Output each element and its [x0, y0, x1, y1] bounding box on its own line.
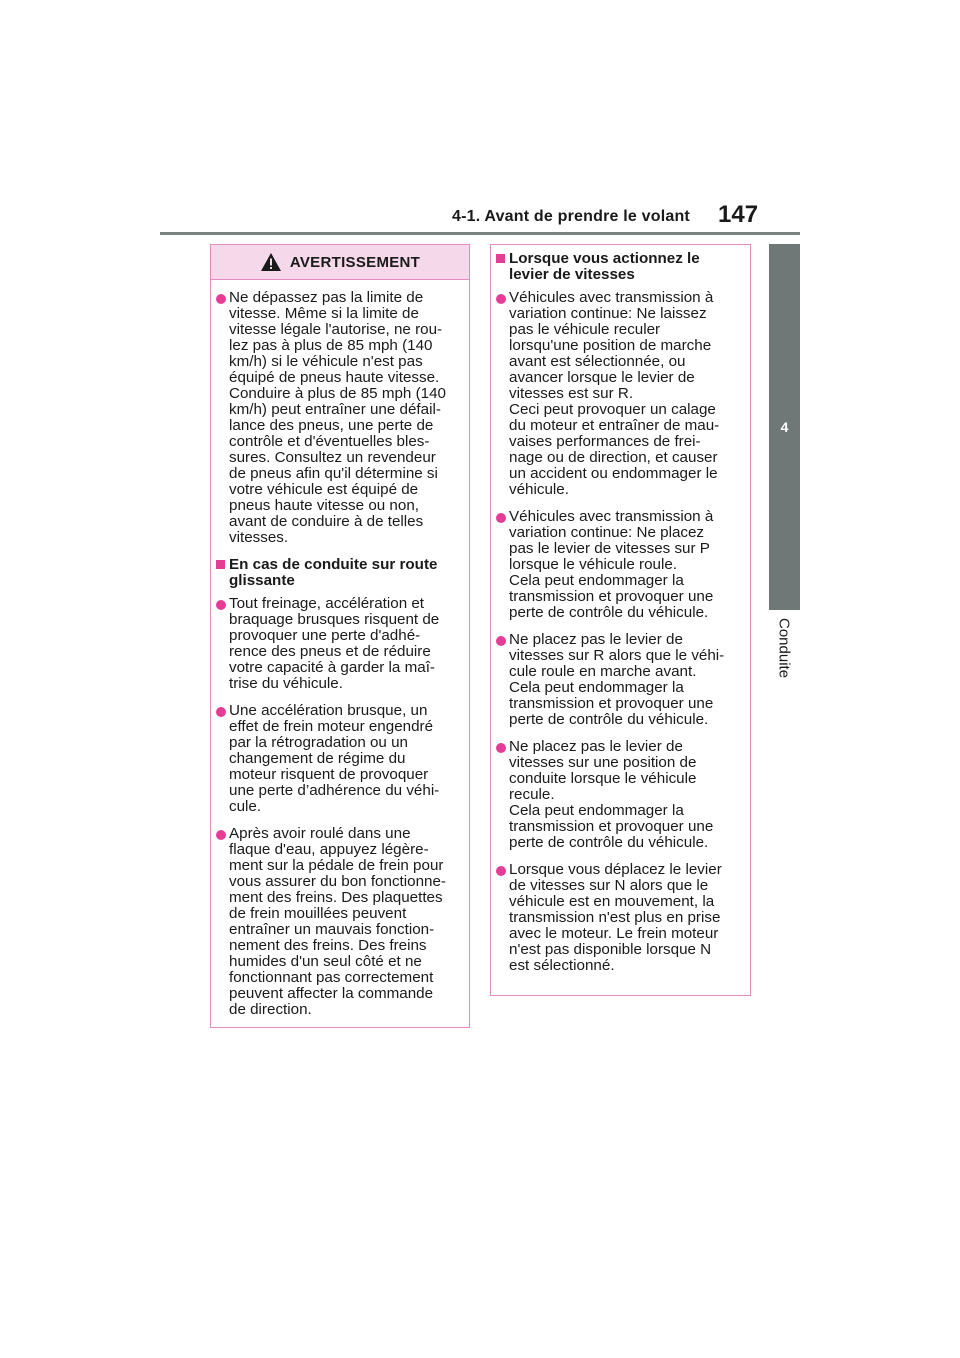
item-text: Ne placez pas le levier de vitesses sur une position de conduite lorsque le véhicule recule. Cela peut endommager la transmission et provoquer une perte de contrôle du véhicule.	[509, 738, 714, 851]
circle-bullet-icon	[496, 743, 506, 753]
list-item	[496, 290, 742, 498]
item-text: Véhicules avec transmission à variation continue: Ne placez pas le levier de vitesses sur P lorsque le véhicule roule. Cela peut endommager la transmission et provoquer une perte de contrôle du véhicule.	[509, 508, 714, 621]
square-bullet-icon	[216, 560, 225, 569]
item-text: En cas de conduite sur route glissante	[229, 556, 438, 589]
list-item	[216, 826, 461, 1018]
list-item	[496, 739, 742, 851]
info-content	[491, 245, 750, 974]
header-divider	[160, 232, 800, 235]
chapter-tab	[769, 244, 800, 610]
item-text: Lorsque vous déplacez le levier de vitesses sur N alors que le véhicule est en mouvement, la transmission n'est plus en prise avec le moteur. Le frein moteur n'est pas disponible lorsque N est sélectionné.	[509, 861, 722, 974]
circle-bullet-icon	[216, 707, 226, 717]
section-title: 4-1. Avant de prendre le volant	[452, 208, 690, 225]
list-item	[496, 632, 742, 728]
item-text: Une accélération brusque, un effet de frein moteur engendré par la rétrogradation ou un changement de régime du moteur risquent de provoquer une perte d’adhérence du véhi- cule.	[229, 702, 440, 815]
circle-bullet-icon	[496, 636, 506, 646]
item-text: Ne placez pas le levier de vitesses sur R alors que le véhi- cule roule en marche avant. Cela peut endommager la transmission et provoquer une perte de contrôle du véhicule.	[509, 631, 725, 728]
list-item	[216, 290, 461, 546]
list-item	[216, 703, 461, 815]
subheading	[216, 557, 461, 589]
square-bullet-icon	[496, 254, 505, 263]
page-number: 147	[718, 201, 759, 228]
item-text: Véhicules avec transmission à variation continue: Ne laissez pas le véhicule reculer lorsqu'une position de marche avant est sélectionnée, ou avancer lorsque le levier de vitesses est sur R. Ceci peut provoquer un calage du moteur et entraîner de mau- vaises performances de frei- nage ou de direction, et causer un accident ou endommager le véhicule.	[509, 289, 720, 498]
chapter-label-text: Conduite	[775, 618, 793, 679]
chapter-label	[772, 618, 796, 708]
warning-panel	[210, 244, 470, 1028]
warning-content	[211, 280, 469, 1018]
warning-header	[211, 245, 469, 280]
circle-bullet-icon	[496, 513, 506, 523]
list-item	[216, 596, 461, 692]
list-item	[496, 509, 742, 621]
circle-bullet-icon	[216, 294, 226, 304]
info-panel	[490, 244, 751, 996]
circle-bullet-icon	[496, 294, 506, 304]
item-text: Après avoir roulé dans une flaque d'eau, appuyez légère- ment sur la pédale de frein pour vous assurer du bon fonctionne- ment des freins. Des plaquettes de frein mouillées peuvent entraîner un mauvais fonction- nement des freins. Des freins humides d'un seul côté et ne fonctionnant pas correctement peuvent affecter la commande de direction.	[229, 825, 446, 1018]
item-text: Ne dépassez pas la limite de vitesse. Même si la limite de vitesse légale l'autorise, ne rou- lez pas à plus de 85 mph (140 km/h) si le véhicule n'est pas équipé de pneus haute vitesse. Conduire à plus de 85 mph (140 km/h) peut entraîner une défail- lance des pneus, une perte de contrôle et d'éventuelles bles- sures. Consultez un revendeur de pneus afin qu'il détermine si votre véhicule est équipé de pneus haute vitesse ou non, avant de conduire à de telles vitesses.	[229, 289, 446, 546]
subheading	[496, 251, 742, 283]
item-text: Lorsque vous actionnez le levier de vitesses	[509, 250, 700, 283]
item-text: Tout freinage, accélération et braquage brusques risquent de provoquer une perte d'adhé- rence des pneus et de réduire votre capacité à garder la maî- trise du véhicule.	[229, 595, 440, 692]
list-item	[496, 862, 742, 974]
chapter-number: 4	[780, 419, 789, 435]
circle-bullet-icon	[216, 830, 226, 840]
warning-triangle-icon	[260, 252, 282, 272]
warning-title: AVERTISSEMENT	[289, 253, 421, 271]
circle-bullet-icon	[216, 600, 226, 610]
circle-bullet-icon	[496, 866, 506, 876]
